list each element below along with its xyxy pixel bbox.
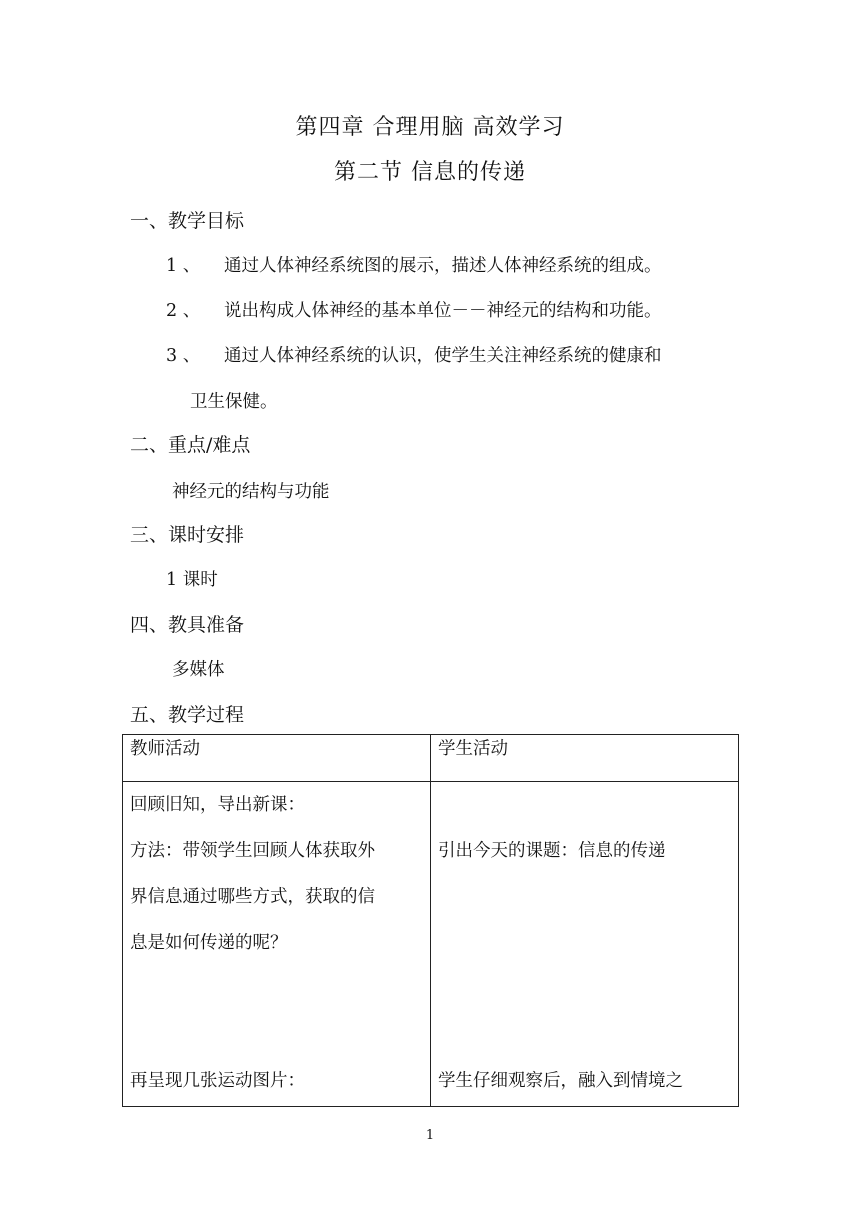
teacher-line: 方法：带领学生回顾人体获取外 (130, 841, 375, 861)
chapter-title: 第四章 合理用脑 高效学习 (295, 115, 565, 140)
objective-number: 1 、 (166, 256, 201, 276)
objective-number: 2 、 (166, 301, 201, 321)
page-number: 1 (425, 1128, 435, 1143)
heading-materials: 四、教具准备 (130, 614, 245, 636)
heading-process: 五、教学过程 (130, 704, 245, 726)
materials-content: 多媒体 (172, 660, 225, 680)
student-line (438, 782, 731, 828)
student-line (438, 920, 731, 966)
table-header-row (123, 735, 739, 782)
teacher-line: 回顾旧知，导出新课： (130, 795, 305, 815)
student-activity-header: 学生活动 (431, 735, 739, 782)
table-row (123, 782, 739, 1107)
student-line: 引出今天的课题：信息的传递 (438, 841, 666, 861)
student-line (438, 966, 731, 1012)
objective-item-3 (166, 342, 662, 367)
student-activity-cell (431, 782, 739, 1107)
teacher-line (130, 966, 423, 1012)
teacher-line: 息是如何传递的呢？ (130, 933, 288, 953)
student-line: 学生仔细观察后，融入到情境之 (438, 1071, 683, 1091)
objective-item-1 (166, 252, 662, 277)
objective-text: 通过人体神经系统图的展示，描述人体神经系统的组成。 (224, 256, 662, 276)
schedule-content: 1 课时 (166, 570, 218, 590)
objective-item-2 (166, 297, 662, 322)
student-line (438, 1012, 731, 1058)
heading-key-points: 二、重点/难点 (130, 434, 251, 456)
objective-item-3-continuation: 卫生保健。 (190, 392, 278, 412)
key-points-content: 神经元的结构与功能 (172, 482, 330, 502)
heading-objectives: 一、教学目标 (130, 210, 245, 232)
student-line (438, 874, 731, 920)
section-title: 第二节 信息的传递 (334, 160, 526, 185)
teacher-line: 再呈现几张运动图片： (130, 1071, 305, 1091)
teaching-process-table (122, 734, 739, 1107)
teacher-activity-cell (123, 782, 431, 1107)
objective-text: 通过人体神经系统的认识，使学生关注神经系统的健康和 (224, 346, 662, 366)
teacher-activity-header: 教师活动 (123, 735, 431, 782)
objective-number: 3 、 (166, 346, 201, 366)
heading-schedule: 三、课时安排 (130, 524, 245, 546)
teacher-line (130, 1012, 423, 1058)
teacher-line: 界信息通过哪些方式，获取的信 (130, 887, 375, 907)
objective-text: 说出构成人体神经的基本单位－－神经元的结构和功能。 (224, 301, 662, 321)
